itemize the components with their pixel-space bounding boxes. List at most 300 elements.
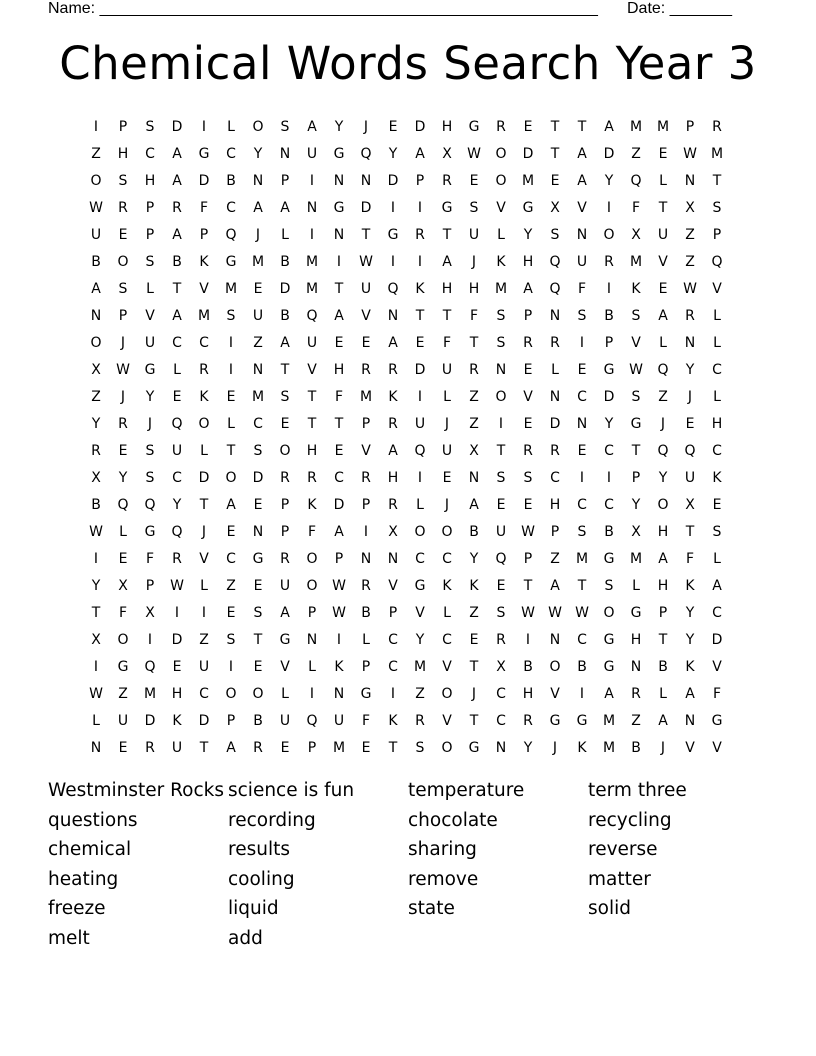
grid-letter: I: [201, 605, 208, 621]
grid-letter: V: [361, 308, 372, 324]
grid-row: [83, 681, 731, 708]
grid-letter: A: [91, 281, 102, 297]
grid-letter: L: [92, 713, 101, 729]
grid-letter: C: [604, 497, 615, 513]
grid-letter: F: [577, 281, 588, 297]
grid-letter: L: [551, 362, 560, 378]
grid-letter: A: [442, 254, 453, 270]
grid-letter: R: [118, 416, 129, 432]
grid-letter: H: [144, 173, 157, 189]
grid-letter: S: [145, 119, 156, 135]
grid-letter: P: [199, 227, 210, 243]
grid-letter: N: [279, 146, 292, 162]
grid-letter: U: [576, 254, 589, 270]
grid-letter: P: [280, 524, 291, 540]
grid-letter: E: [388, 119, 399, 135]
grid-letter: M: [143, 686, 158, 702]
grid-letter: V: [523, 389, 534, 405]
grid-letter: N: [252, 362, 265, 378]
grid-letter: V: [550, 686, 561, 702]
grid-letter: J: [471, 254, 478, 270]
grid-letter: M: [197, 308, 212, 324]
grid-row: [83, 114, 731, 141]
grid-letter: P: [145, 200, 156, 216]
grid-letter: R: [415, 713, 426, 729]
grid-letter: P: [361, 497, 372, 513]
grid-letter: G: [198, 146, 211, 162]
grid-letter: A: [685, 686, 696, 702]
grid-letter: X: [91, 470, 102, 486]
grid-row: [83, 249, 731, 276]
grid-letter: C: [199, 335, 210, 351]
grid-row: [83, 735, 731, 762]
grid-letter: Y: [91, 578, 102, 594]
grid-letter: L: [713, 389, 722, 405]
grid-letter: U: [657, 227, 670, 243]
grid-letter: Z: [631, 713, 642, 729]
grid-letter: Z: [631, 146, 642, 162]
grid-letter: W: [332, 578, 347, 594]
grid-letter: R: [550, 443, 561, 459]
grid-letter: U: [495, 524, 508, 540]
grid-row: [83, 330, 731, 357]
grid-letter: D: [387, 173, 400, 189]
grid-row: [83, 600, 731, 627]
grid-letter: J: [687, 389, 694, 405]
grid-letter: A: [469, 497, 480, 513]
grid-letter: K: [577, 740, 588, 756]
grid-letter: C: [415, 551, 426, 567]
grid-letter: R: [496, 632, 507, 648]
grid-letter: Y: [685, 632, 696, 648]
grid-letter: P: [307, 605, 318, 621]
word-list-item: liquid: [228, 898, 279, 920]
grid-letter: M: [251, 254, 266, 270]
grid-letter: N: [549, 632, 562, 648]
grid-letter: R: [199, 362, 210, 378]
grid-letter: A: [712, 578, 723, 594]
grid-row: [83, 303, 731, 330]
grid-letter: N: [684, 173, 697, 189]
grid-letter: L: [281, 686, 290, 702]
grid-letter: H: [711, 416, 724, 432]
grid-letter: L: [632, 578, 641, 594]
grid-letter: I: [363, 524, 370, 540]
grid-letter: A: [334, 308, 345, 324]
grid-letter: L: [659, 686, 668, 702]
grid-letter: F: [361, 713, 372, 729]
grid-letter: M: [224, 281, 239, 297]
grid-letter: Z: [469, 389, 480, 405]
grid-letter: X: [496, 659, 507, 675]
date-line: Date: _______: [627, 0, 732, 17]
grid-letter: A: [523, 281, 534, 297]
grid-letter: E: [523, 119, 534, 135]
grid-letter: B: [631, 740, 642, 756]
grid-letter: S: [577, 308, 588, 324]
grid-letter: U: [171, 443, 184, 459]
grid-letter: I: [606, 281, 613, 297]
grid-letter: T: [469, 659, 480, 675]
grid-letter: H: [441, 281, 454, 297]
grid-letter: T: [307, 416, 318, 432]
grid-letter: A: [280, 335, 291, 351]
grid-letter: D: [279, 281, 292, 297]
grid-letter: R: [631, 686, 642, 702]
grid-letter: S: [118, 281, 129, 297]
grid-letter: H: [522, 686, 535, 702]
grid-letter: I: [228, 335, 235, 351]
grid-letter: O: [441, 524, 454, 540]
grid-letter: P: [307, 740, 318, 756]
grid-letter: Q: [387, 281, 400, 297]
grid-row: [83, 546, 731, 573]
grid-letter: R: [91, 443, 102, 459]
grid-letter: Q: [684, 443, 697, 459]
grid-letter: E: [361, 740, 372, 756]
grid-letter: E: [172, 389, 183, 405]
grid-letter: T: [280, 362, 291, 378]
word-list-item: solid: [588, 898, 631, 920]
grid-letter: D: [414, 362, 427, 378]
grid-letter: T: [91, 605, 102, 621]
grid-letter: N: [684, 335, 697, 351]
grid-letter: Q: [711, 254, 724, 270]
grid-letter: P: [388, 605, 399, 621]
grid-letter: M: [629, 119, 644, 135]
grid-letter: R: [388, 362, 399, 378]
grid-letter: S: [577, 524, 588, 540]
grid-letter: C: [226, 200, 237, 216]
grid-letter: B: [280, 308, 291, 324]
grid-letter: X: [469, 443, 480, 459]
grid-letter: T: [577, 578, 588, 594]
grid-letter: L: [200, 578, 209, 594]
grid-letter: B: [469, 524, 480, 540]
grid-row: [83, 141, 731, 168]
grid-letter: M: [305, 254, 320, 270]
grid-letter: S: [415, 740, 426, 756]
grid-letter: B: [658, 659, 669, 675]
grid-letter: R: [604, 254, 615, 270]
grid-letter: E: [172, 659, 183, 675]
grid-letter: R: [496, 119, 507, 135]
grid-letter: U: [441, 362, 454, 378]
grid-letter: R: [280, 470, 291, 486]
grid-letter: Q: [657, 362, 670, 378]
grid-letter: F: [307, 524, 318, 540]
grid-row: [83, 465, 731, 492]
grid-letter: P: [631, 470, 642, 486]
word-list-item: heating: [48, 868, 119, 890]
grid-letter: Y: [253, 146, 264, 162]
grid-letter: N: [90, 740, 103, 756]
grid-letter: C: [199, 686, 210, 702]
grid-letter: V: [685, 740, 696, 756]
grid-letter: U: [117, 713, 130, 729]
grid-letter: I: [579, 335, 586, 351]
word-list-item: chemical: [48, 839, 132, 861]
grid-letter: W: [683, 281, 698, 297]
grid-letter: F: [442, 335, 453, 351]
grid-letter: V: [199, 281, 210, 297]
grid-letter: Z: [415, 686, 426, 702]
grid-letter: O: [657, 497, 670, 513]
grid-letter: N: [387, 551, 400, 567]
grid-letter: J: [120, 389, 127, 405]
grid-letter: I: [93, 119, 100, 135]
letter-grid: [83, 114, 731, 762]
grid-letter: A: [604, 119, 615, 135]
word-list-item: results: [228, 839, 290, 861]
grid-letter: H: [171, 686, 184, 702]
grid-letter: G: [414, 578, 427, 594]
grid-letter: Y: [631, 497, 642, 513]
grid-letter: T: [334, 281, 345, 297]
grid-letter: F: [712, 686, 723, 702]
grid-letter: O: [225, 470, 238, 486]
grid-letter: C: [145, 146, 156, 162]
grid-letter: N: [90, 308, 103, 324]
grid-letter: O: [603, 605, 616, 621]
grid-letter: G: [549, 713, 562, 729]
grid-letter: I: [309, 686, 316, 702]
grid-letter: R: [442, 173, 453, 189]
name-line: Name: ________________________________________________________: [48, 0, 598, 17]
grid-letter: Z: [469, 605, 480, 621]
grid-row: [83, 708, 731, 735]
grid-letter: N: [333, 173, 346, 189]
word-list-item: science is fun: [228, 780, 355, 801]
grid-letter: Z: [658, 389, 669, 405]
grid-letter: K: [388, 389, 399, 405]
grid-letter: Z: [550, 551, 561, 567]
grid-letter: L: [119, 524, 128, 540]
grid-letter: W: [467, 146, 482, 162]
grid-letter: G: [279, 632, 292, 648]
grid-row: [83, 168, 731, 195]
grid-letter: M: [332, 740, 347, 756]
grid-letter: B: [361, 605, 372, 621]
grid-letter: L: [227, 416, 236, 432]
grid-letter: X: [91, 632, 102, 648]
grid-letter: E: [442, 470, 453, 486]
grid-letter: R: [145, 740, 156, 756]
grid-letter: P: [118, 119, 129, 135]
grid-row: [83, 384, 731, 411]
grid-letter: W: [629, 362, 644, 378]
grid-letter: S: [469, 200, 480, 216]
grid-letter: C: [442, 632, 453, 648]
grid-letter: L: [281, 227, 290, 243]
grid-letter: O: [117, 254, 130, 270]
grid-letter: B: [172, 254, 183, 270]
grid-row: [83, 519, 731, 546]
grid-letter: G: [333, 200, 346, 216]
grid-letter: O: [603, 227, 616, 243]
grid-letter: P: [280, 173, 291, 189]
grid-letter: R: [361, 362, 372, 378]
grid-letter: C: [550, 470, 561, 486]
grid-letter: U: [333, 713, 346, 729]
grid-letter: S: [604, 578, 615, 594]
grid-letter: E: [118, 443, 129, 459]
grid-letter: I: [228, 362, 235, 378]
grid-letter: P: [604, 335, 615, 351]
grid-row: [83, 411, 731, 438]
word-list-item: recording: [228, 809, 316, 831]
grid-letter: I: [309, 173, 316, 189]
grid-letter: K: [307, 497, 318, 513]
grid-letter: L: [713, 335, 722, 351]
grid-letter: Y: [145, 389, 156, 405]
grid-letter: N: [306, 632, 319, 648]
grid-letter: E: [496, 578, 507, 594]
grid-letter: U: [252, 308, 265, 324]
word-list-item: term three: [588, 780, 687, 801]
grid-letter: T: [685, 524, 696, 540]
grid-letter: H: [117, 146, 130, 162]
word-list-item: matter: [588, 868, 651, 890]
grid-letter: R: [361, 470, 372, 486]
grid-letter: I: [336, 254, 343, 270]
grid-letter: G: [144, 362, 157, 378]
grid-row: [83, 438, 731, 465]
grid-letter: R: [307, 470, 318, 486]
grid-letter: X: [388, 524, 399, 540]
grid-letter: T: [226, 443, 237, 459]
grid-letter: N: [468, 470, 481, 486]
grid-letter: P: [523, 551, 534, 567]
grid-letter: C: [712, 443, 723, 459]
grid-letter: E: [334, 443, 345, 459]
grid-letter: R: [550, 335, 561, 351]
grid-letter: G: [711, 713, 724, 729]
grid-letter: C: [388, 659, 399, 675]
grid-letter: C: [712, 605, 723, 621]
grid-letter: I: [579, 470, 586, 486]
grid-letter: W: [89, 524, 104, 540]
grid-letter: C: [577, 632, 588, 648]
grid-letter: O: [279, 443, 292, 459]
grid-letter: R: [172, 200, 183, 216]
grid-letter: T: [523, 578, 534, 594]
grid-letter: Y: [523, 740, 534, 756]
grid-letter: Y: [334, 119, 345, 135]
grid-letter: S: [550, 227, 561, 243]
grid-letter: K: [415, 281, 426, 297]
grid-letter: Y: [604, 173, 615, 189]
grid-letter: X: [685, 497, 696, 513]
grid-letter: V: [280, 659, 291, 675]
grid-letter: A: [388, 443, 399, 459]
grid-letter: A: [415, 146, 426, 162]
grid-letter: T: [550, 119, 561, 135]
grid-letter: E: [712, 497, 723, 513]
grid-letter: Z: [226, 578, 237, 594]
grid-letter: B: [604, 524, 615, 540]
grid-letter: Z: [118, 686, 129, 702]
grid-letter: U: [90, 227, 103, 243]
grid-letter: Q: [171, 524, 184, 540]
grid-letter: S: [280, 119, 291, 135]
grid-letter: O: [549, 659, 562, 675]
grid-letter: V: [496, 200, 507, 216]
grid-letter: V: [415, 605, 426, 621]
grid-letter: B: [91, 497, 102, 513]
word-list-item: add: [228, 928, 263, 949]
grid-letter: T: [658, 632, 669, 648]
grid-letter: I: [525, 632, 532, 648]
grid-letter: E: [523, 362, 534, 378]
grid-letter: X: [685, 200, 696, 216]
grid-letter: R: [415, 227, 426, 243]
grid-letter: D: [198, 173, 211, 189]
grid-letter: O: [117, 632, 130, 648]
grid-letter: E: [253, 497, 264, 513]
grid-letter: A: [172, 173, 183, 189]
grid-letter: U: [414, 416, 427, 432]
grid-letter: D: [198, 713, 211, 729]
grid-letter: T: [253, 632, 264, 648]
grid-letter: I: [93, 551, 100, 567]
grid-letter: M: [575, 551, 590, 567]
grid-letter: P: [658, 605, 669, 621]
grid-letter: C: [334, 470, 345, 486]
grid-letter: A: [172, 146, 183, 162]
grid-letter: Y: [604, 416, 615, 432]
grid-letter: P: [550, 524, 561, 540]
grid-letter: O: [306, 578, 319, 594]
grid-letter: J: [255, 227, 262, 243]
grid-letter: R: [523, 713, 534, 729]
grid-letter: V: [388, 578, 399, 594]
grid-letter: G: [468, 119, 481, 135]
grid-letter: C: [496, 686, 507, 702]
grid-letter: I: [606, 470, 613, 486]
grid-letter: Y: [685, 362, 696, 378]
grid-letter: M: [413, 659, 428, 675]
grid-letter: H: [306, 443, 319, 459]
grid-letter: S: [253, 443, 264, 459]
grid-letter: Q: [117, 497, 130, 513]
grid-letter: Y: [91, 416, 102, 432]
grid-letter: T: [469, 713, 480, 729]
grid-letter: Q: [630, 173, 643, 189]
grid-letter: J: [363, 119, 370, 135]
grid-letter: U: [306, 335, 319, 351]
grid-letter: S: [523, 470, 534, 486]
grid-letter: T: [199, 497, 210, 513]
grid-letter: P: [523, 308, 534, 324]
grid-letter: D: [252, 470, 265, 486]
grid-letter: M: [629, 551, 644, 567]
grid-letter: E: [118, 740, 129, 756]
grid-letter: A: [226, 740, 237, 756]
grid-letter: D: [144, 713, 157, 729]
grid-letter: U: [198, 659, 211, 675]
grid-letter: O: [441, 686, 454, 702]
grid-letter: K: [685, 578, 696, 594]
grid-letter: Q: [306, 713, 319, 729]
grid-letter: S: [280, 389, 291, 405]
grid-letter: A: [658, 551, 669, 567]
grid-row: [83, 573, 731, 600]
grid-letter: L: [416, 497, 425, 513]
grid-letter: Q: [549, 254, 562, 270]
grid-letter: P: [361, 659, 372, 675]
grid-letter: H: [657, 578, 670, 594]
